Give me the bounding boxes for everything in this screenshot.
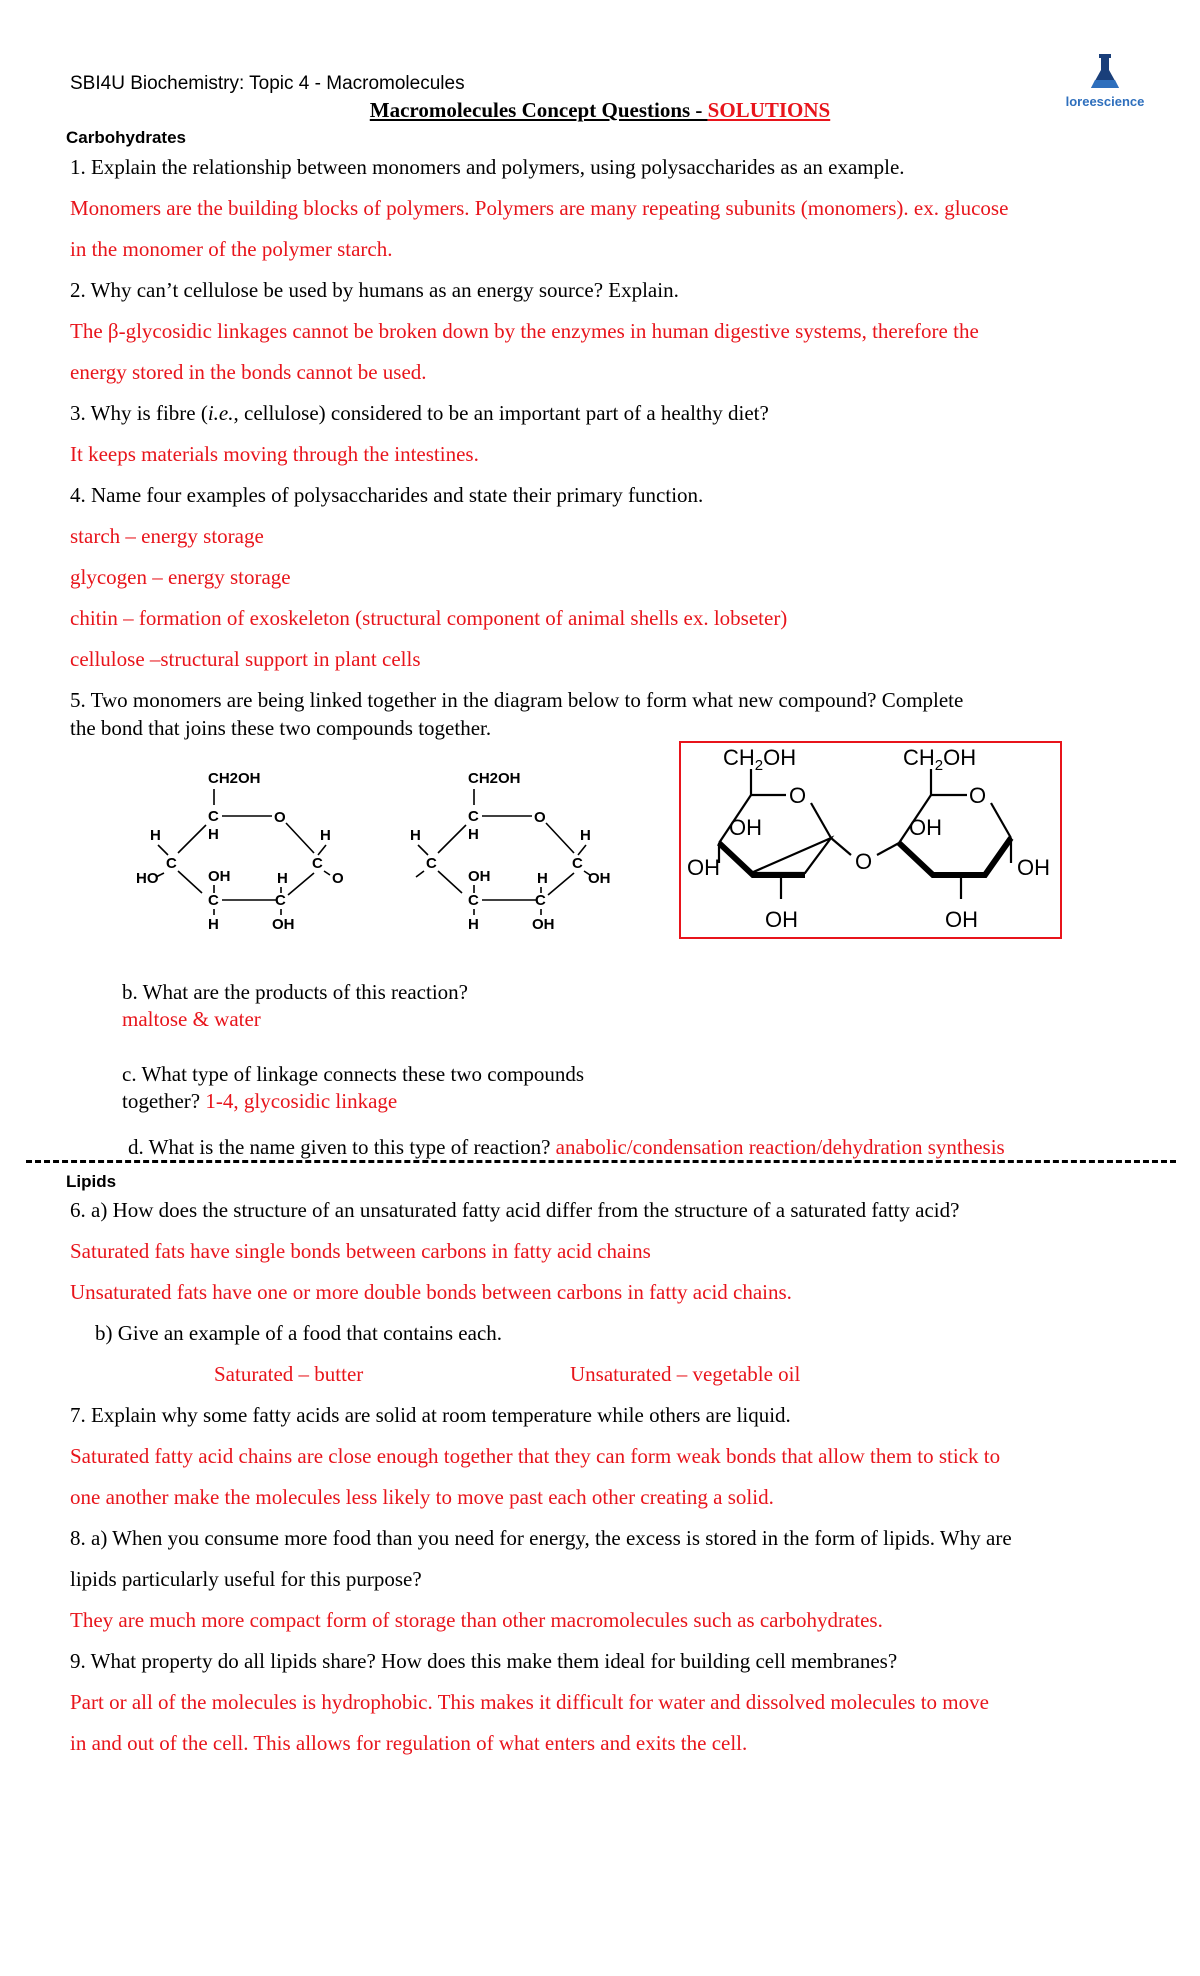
label-c: C [426, 855, 437, 872]
answer-6a-line-1: Saturated fats have single bonds between carbons in fatty acid chains [70, 1239, 651, 1263]
label-h: H [320, 827, 331, 844]
answer-5c: 1-4, glycosidic linkage [205, 1089, 398, 1113]
label-c: C [275, 892, 286, 909]
answer-6a-line-2: Unsaturated fats have one or more double bonds between carbons in fatty acid chains. [70, 1280, 792, 1304]
label-h: H [410, 827, 421, 844]
label-ho: HO [136, 870, 159, 887]
answer-6b-saturated: Saturated – butter [214, 1362, 364, 1386]
question-7: 7. Explain why some fatty acids are solid at room temperature while others are liquid. [70, 1403, 791, 1427]
answer-5b: maltose & water [122, 1007, 261, 1031]
section-divider [26, 1160, 1176, 1163]
flask-icon [1055, 50, 1155, 94]
question-1: 1. Explain the relationship between monomers and polymers, using polysaccharides as an example. [70, 155, 905, 179]
label-c: C [535, 892, 546, 909]
label-h: H [208, 826, 219, 843]
label-c: C [208, 808, 219, 825]
question-5c-line-2 [122, 1089, 397, 1114]
answer-7-line-2: one another make the molecules less likely to move past each other creating a solid. [70, 1485, 774, 1509]
label-oh: OH [272, 916, 295, 933]
answer-6b-unsaturated: Unsaturated – vegetable oil [570, 1362, 801, 1386]
maltose-bridge-o: O [855, 849, 873, 874]
maltose-left-o: O [789, 783, 807, 808]
label-h: H [468, 916, 479, 933]
label-oh: OH [468, 868, 491, 885]
label-h: H [468, 826, 479, 843]
answer-1-line-1: Monomers are the building blocks of polymers. Polymers are many repeating subunits (monomers). ex. glucose [70, 196, 1009, 220]
label-c: C [572, 855, 583, 872]
label-c: C [312, 855, 323, 872]
section-heading-carbohydrates: Carbohydrates [66, 128, 186, 147]
question-9: 9. What property do all lipids share? How does this make them ideal for building cell membranes? [70, 1649, 898, 1673]
answer-3: It keeps materials moving through the intestines. [70, 442, 479, 466]
section-heading-lipids: Lipids [66, 1172, 117, 1191]
maltose-right-oh-top: OH [909, 815, 942, 840]
answer-5d: anabolic/condensation reaction/dehydration synthesis [555, 1135, 1005, 1159]
glucose-monomer-right [410, 770, 611, 933]
q3-pre: 3. Why is fibre ( [70, 401, 208, 425]
question-5b: b. What are the products of this reaction? [122, 980, 468, 1004]
answer-1-line-2: in the monomer of the polymer starch. [70, 237, 393, 261]
label-h: H [277, 870, 288, 887]
glucose-monomer-left [136, 770, 344, 933]
answer-9-line-1: Part or all of the molecules is hydrophobic. This makes it difficult for water and dissolved molecules to move [70, 1690, 989, 1714]
question-6b: b) Give an example of a food that contains each. [95, 1321, 503, 1345]
title-text: Macromolecules Concept Questions - [369, 98, 708, 122]
question-6a: 6. a) How does the structure of an unsaturated fatty acid differ from the structure of a saturated fatty acid? [70, 1198, 960, 1222]
label-c: C [208, 892, 219, 909]
question-4: 4. Name four examples of polysaccharides and state their primary function. [70, 483, 704, 507]
answer-4-item: cellulose –structural support in plant cells [70, 647, 421, 671]
maltose-left-oh-side: OH [687, 855, 720, 880]
maltose-left-oh-top: OH [729, 815, 762, 840]
maltose-right-ch2oh: $CH_2OH$ [903, 745, 977, 774]
q5d-text: d. What is the name given to this type of reaction? [128, 1135, 556, 1159]
label-h: H [537, 870, 548, 887]
answer-9-line-2: in and out of the cell. This allows for regulation of what enters and exits the cell. [70, 1731, 748, 1755]
logo-text: loreescience [1065, 94, 1145, 109]
maltose-diagram [681, 743, 1060, 937]
question-8-line-2: lipids particularly useful for this purpose? [70, 1567, 422, 1591]
label-h: H [150, 827, 161, 844]
label-c: C [468, 892, 479, 909]
label-c: C [468, 808, 479, 825]
label-o: O [274, 809, 286, 826]
question-5c-line-1: c. What type of linkage connects these two compounds [122, 1062, 585, 1086]
q3-post: , cellulose) considered to be an important part of a healthy diet? [233, 401, 769, 425]
maltose-right-o: O [969, 783, 987, 808]
label-ch2oh: CH2OH [468, 770, 521, 787]
q3-ie: i.e. [207, 401, 234, 425]
maltose-diagram-box [679, 741, 1062, 939]
question-2: 2. Why can’t cellulose be used by humans as an energy source? Explain. [70, 278, 679, 302]
answer-8: They are much more compact form of storage than other macromolecules such as carbohydrates. [70, 1608, 883, 1632]
label-oh: OH [532, 916, 555, 933]
answer-2-line-1: The β-glycosidic linkages cannot be broken down by the enzymes in human digestive systems, therefore the [70, 319, 979, 343]
answer-2-line-2: energy stored in the bonds cannot be used. [70, 360, 427, 384]
label-ch2oh: CH2OH [208, 770, 261, 787]
question-8-line-1: 8. a) When you consume more food than you need for energy, the excess is stored in the form of lipids. Why are [70, 1526, 1012, 1550]
question-3 [70, 401, 769, 426]
maltose-right-oh-bottom: OH [945, 907, 978, 932]
answer-7-line-1: Saturated fatty acid chains are close enough together that they can form weak bonds that allow them to stick to [70, 1444, 1001, 1468]
label-o: O [332, 870, 344, 887]
label-h: H [580, 827, 591, 844]
answer-4-item: glycogen – energy storage [70, 565, 291, 589]
q5c-text: together? [122, 1089, 206, 1113]
question-5-line-2: the bond that joins these two compounds together. [70, 716, 492, 740]
glucose-monomers-diagram [130, 765, 630, 945]
maltose-left-ch2oh: $CH_2OH$ [723, 745, 797, 774]
maltose-right-oh-side: OH [1017, 855, 1050, 880]
label-c: C [166, 855, 177, 872]
question-5-line-1: 5. Two monomers are being linked together in the diagram below to form what new compound? Complete [70, 688, 964, 712]
question-5d [128, 1135, 1005, 1160]
answer-4-item: chitin – formation of exoskeleton (structural component of animal shells ex. lobseter) [70, 606, 788, 630]
page-title [0, 98, 1200, 123]
maltose-left-oh-bottom: OH [765, 907, 798, 932]
label-oh: OH [588, 870, 611, 887]
label-oh: OH [208, 868, 231, 885]
label-h: H [208, 916, 219, 933]
label-o: O [534, 809, 546, 826]
answer-4-item: starch – energy storage [70, 524, 264, 548]
course-header: SBI4U Biochemistry: Topic 4 - Macromolecules [70, 73, 465, 94]
title-solutions: SOLUTIONS [707, 98, 831, 122]
